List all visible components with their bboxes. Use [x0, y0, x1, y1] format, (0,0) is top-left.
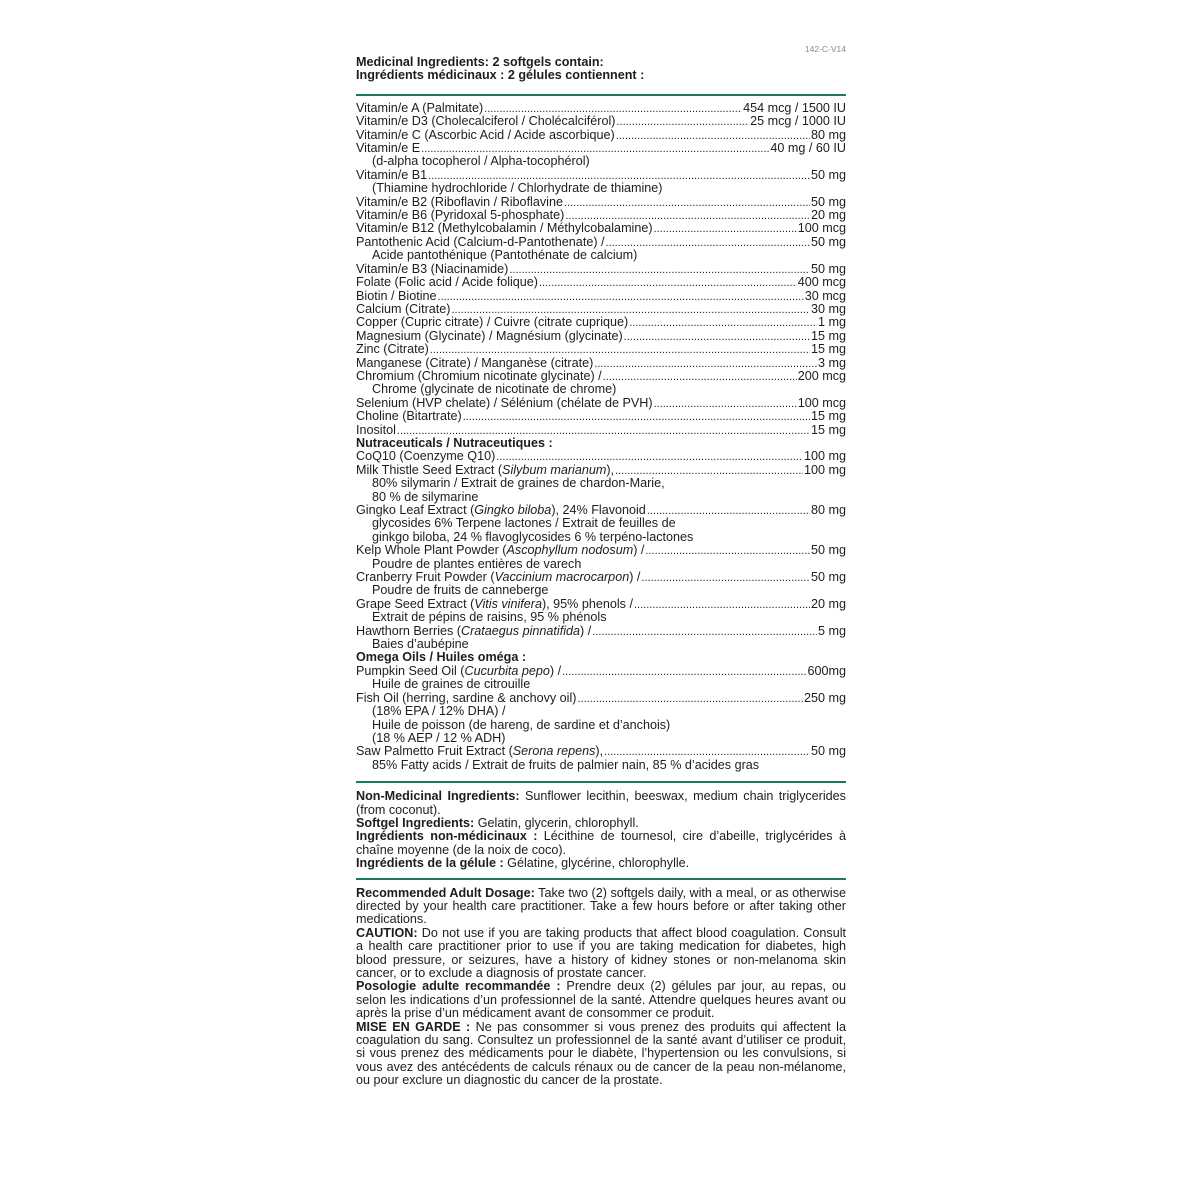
ingredient-name: Vitamin/e A (Palmitate)	[356, 100, 484, 115]
ingredient-continuation: (Thiamine hydrochloride / Chlorhydrate de thiamine)	[372, 181, 663, 196]
non-medicinal-section	[356, 790, 846, 870]
ingredient-row	[356, 236, 846, 249]
non-medicinal-paragraph	[356, 817, 846, 830]
ingredient-amount: 15 mg	[810, 328, 846, 343]
ingredient-continuation: ginkgo biloba, 24 % flavoglycosides 6 % terpéno-lactones	[372, 529, 694, 544]
dot-leader	[594, 357, 817, 370]
ingredient-continuation: 85% Fatty acids / Extrait de fruits de palmier nain, 85 % d’acides gras	[372, 757, 760, 772]
ingredient-continuation: Poudre de fruits de canneberge	[372, 583, 549, 598]
ingredient-continuation: (18 % AEP / 12 % ADH)	[372, 730, 506, 745]
directions-paragraph-text: Prendre deux (2) gélules par jour, au repas, ou selon les indications d’un professionnel de la santé. Attendre quelques heures avant ou après la prise d’un médicament avant de consommer ce produit.	[356, 979, 846, 1021]
dot-leader	[564, 196, 810, 209]
non-medicinal-paragraph-text: Sunflower lecithin, beeswax, medium chain triglycerides (from coconut).	[356, 789, 846, 817]
ingredient-row	[356, 196, 846, 209]
ingredient-row	[356, 290, 846, 303]
non-medicinal-paragraph-label: Softgel Ingredients:	[356, 815, 475, 830]
dot-leader	[539, 276, 797, 289]
ingredient-name: Vitamin/e D3 (Cholecalciferol / Cholécalciférol)	[356, 114, 616, 129]
ingredient-name: Pantothenic Acid (Calcium-d-Pantothenate) /	[356, 234, 605, 249]
dot-leader	[616, 129, 810, 142]
ingredient-amount: 5 mg	[818, 623, 846, 638]
dot-leader	[451, 303, 810, 316]
ingredient-row	[356, 397, 846, 410]
ingredient-amount: 454 mcg / 1500 IU	[743, 100, 846, 115]
ingredient-name: Vitamin/e B2 (Riboflavin / Riboflavine	[356, 194, 563, 209]
ingredient-amount: 100 mg	[803, 449, 846, 464]
ingredient-amount: 15 mg	[810, 422, 846, 437]
ingredient-amount: 50 mg	[810, 194, 846, 209]
ingredient-row	[356, 370, 846, 383]
non-medicinal-paragraph	[356, 790, 846, 817]
ingredient-continuation: 80 % de silymarine	[372, 489, 479, 504]
non-medicinal-paragraph-label: Ingrédients de la gélule :	[356, 856, 504, 871]
ingredient-name: Fish Oil (herring, sardine & anchovy oil)	[356, 690, 577, 705]
dot-leader	[496, 450, 803, 463]
ingredient-amount: 100 mcg	[797, 395, 846, 410]
ingredient-name: Magnesium (Glycinate) / Magnésium (glycinate)	[356, 328, 623, 343]
ingredient-name: Copper (Cupric citrate) / Cuivre (citrate cuprique)	[356, 315, 629, 330]
ingredient-name: Grape Seed Extract (Vitis vinifera), 95% phenols /	[356, 596, 633, 611]
section-heading: Omega Oils / Huiles oméga :	[356, 650, 527, 665]
directions-paragraph-label: Recommended Adult Dosage:	[356, 885, 535, 900]
ingredient-name: CoQ10 (Coenzyme Q10)	[356, 449, 496, 464]
divider	[356, 94, 846, 96]
ingredient-row	[356, 571, 846, 584]
ingredient-continuation: glycosides 6% Terpene lactones / Extrait de feuilles de	[372, 516, 676, 531]
directions-paragraph-text: Ne pas consommer si vous prenez des produits qui affectent la coagulation du sang. Consultez un professionnel de la santé avant d’utiliser ce produit, si vous prenez des médicaments pour le diabète, l’hypertension ou les convulsions, si vous avez des antécédents de calculs rénaux ou de cancer de la peau non-mélanome, ou pour exclure un diagnostic du cancer de la prostate.	[356, 1019, 846, 1088]
directions-paragraph-label: CAUTION:	[356, 925, 418, 940]
ingredient-continuation: Acide pantothénique (Pantothénate de calcium)	[372, 248, 638, 263]
ingredient-name: Chromium (Chromium nicotinate glycinate) /	[356, 368, 602, 383]
ingredient-amount: 1 mg	[818, 315, 846, 330]
ingredient-amount: 250 mg	[803, 690, 846, 705]
non-medicinal-paragraph	[356, 830, 846, 857]
dot-leader	[616, 115, 749, 128]
ingredient-row	[356, 303, 846, 316]
ingredient-name: Saw Palmetto Fruit Extract (Serona repens),	[356, 744, 604, 759]
ingredient-row	[356, 504, 846, 517]
directions-section	[356, 887, 846, 1088]
ingredient-amount: 50 mg	[810, 543, 846, 558]
ingredient-row	[356, 357, 846, 370]
ingredient-row	[356, 330, 846, 343]
non-medicinal-paragraph-text: Gelatin, glycerin, chlorophyll.	[474, 815, 639, 830]
directions-paragraph-label: Posologie adulte recommandée :	[356, 979, 561, 994]
non-medicinal-paragraph-label: Ingrédients non-médicinaux :	[356, 829, 538, 844]
ingredient-continuation: Extrait de pépins de raisins, 95 % phénols	[372, 610, 607, 625]
ingredient-name: Biotin / Biotine	[356, 288, 437, 303]
ingredient-amount: 400 mcg	[797, 275, 846, 290]
ingredient-name: Vitamin/e B3 (Niacinamide)	[356, 261, 509, 276]
ingredient-name: Vitamin/e B6 (Pyridoxal 5-phosphate)	[356, 208, 565, 223]
ingredient-continuation: Huile de poisson (de hareng, de sardine et d’anchois)	[372, 717, 671, 732]
heading-en: Medicinal Ingredients: 2 softgels contain:	[356, 55, 604, 69]
ingredient-name: Cranberry Fruit Powder (Vaccinium macrocarpon) /	[356, 570, 641, 585]
ingredient-row	[356, 102, 846, 115]
ingredient-amount: 200 mcg	[797, 368, 846, 383]
ingredient-continuation: Baies d’aubépine	[372, 637, 469, 652]
ingredient-row	[356, 222, 846, 235]
ingredient-row	[356, 263, 846, 276]
dot-leader	[606, 236, 810, 249]
ingredient-name: Selenium (HVP chelate) / Sélénium (chélate de PVH)	[356, 395, 653, 410]
ingredient-continuation: Chrome (glycinate de nicotinate de chrome)	[372, 382, 617, 397]
ingredient-name: Choline (Bitartrate)	[356, 409, 462, 424]
label-panel	[356, 44, 846, 1088]
dot-leader	[509, 263, 810, 276]
ingredient-row	[356, 142, 846, 155]
medicinal-ingredients-heading	[356, 56, 846, 83]
ingredient-amount: 25 mcg / 1000 IU	[750, 114, 846, 129]
dot-leader	[647, 504, 810, 517]
ingredient-row	[356, 343, 846, 356]
non-medicinal-paragraph-label: Non-Medicinal Ingredients:	[356, 789, 520, 804]
ingredient-amount: 30 mg	[810, 301, 846, 316]
dot-leader	[592, 625, 817, 638]
ingredient-name: Gingko Leaf Extract (Gingko biloba), 24% Flavonoid	[356, 503, 646, 517]
ingredient-amount: 15 mg	[810, 342, 846, 357]
ingredient-row	[356, 129, 846, 142]
dot-leader	[615, 464, 803, 477]
ingredient-amount: 100 mcg	[797, 221, 846, 236]
ingredient-row	[356, 544, 846, 557]
ingredient-row	[356, 450, 846, 463]
dot-leader	[629, 316, 817, 329]
dot-leader	[428, 169, 810, 182]
ingredient-row	[356, 745, 846, 758]
non-medicinal-paragraph	[356, 857, 846, 870]
ingredient-continuation: Poudre de plantes entières de varech	[372, 556, 582, 571]
non-medicinal-paragraph-text: Gélatine, glycérine, chlorophylle.	[503, 856, 690, 871]
ingredient-name: Pumpkin Seed Oil (Cucurbita pepo) /	[356, 663, 562, 678]
ingredient-row	[356, 169, 846, 182]
directions-paragraph	[356, 1021, 846, 1088]
ingredient-name: Hawthorn Berries (Crataegus pinnatifida) /	[356, 623, 592, 638]
ingredient-name: Inositol	[356, 422, 396, 437]
ingredient-amount: 50 mg	[810, 570, 846, 585]
ingredient-continuation: Huile de graines de citrouille	[372, 677, 531, 692]
ingredient-continuation: (18% EPA / 12% DHA) /	[372, 704, 506, 719]
ingredient-name: Vitamin/e B12 (Methylcobalamin / Méthylcobalamine)	[356, 221, 653, 236]
ingredient-amount: 50 mg	[810, 234, 846, 249]
ingredient-row	[356, 410, 846, 423]
dot-leader	[565, 209, 810, 222]
dot-leader	[645, 544, 810, 557]
dot-leader	[654, 397, 797, 410]
dot-leader	[603, 370, 797, 383]
ingredient-name: Calcium (Citrate)	[356, 301, 451, 316]
ingredient-row	[356, 316, 846, 329]
directions-paragraph	[356, 980, 846, 1020]
ingredient-amount: 15 mg	[810, 409, 846, 424]
ingredient-row	[356, 665, 846, 678]
ingredient-row	[356, 692, 846, 705]
directions-paragraph	[356, 887, 846, 927]
ingredient-row	[356, 209, 846, 222]
dot-leader	[463, 410, 810, 423]
ingredient-amount: 20 mg	[810, 208, 846, 223]
divider	[356, 878, 846, 880]
dot-leader	[654, 222, 797, 235]
dot-leader	[604, 745, 810, 758]
heading-fr: Ingrédients médicinaux : 2 gélules contiennent :	[356, 68, 645, 83]
ingredient-name: Milk Thistle Seed Extract (Silybum marianum),	[356, 462, 615, 477]
ingredient-amount: 600mg	[807, 663, 846, 678]
dot-leader	[397, 424, 810, 437]
ingredient-row	[356, 115, 846, 128]
ingredient-amount: 30 mcg	[804, 288, 846, 303]
non-medicinal-paragraph-text: Lécithine de tournesol, cire d’abeille, triglycérides à chaîne moyenne (de la noix de coco).	[356, 829, 846, 857]
ingredient-row	[356, 625, 846, 638]
dot-leader	[430, 343, 810, 356]
ingredient-amount: 80 mg	[810, 503, 846, 517]
dot-leader	[421, 142, 769, 155]
directions-paragraph	[356, 927, 846, 981]
ingredient-name: Vitamin/e C (Ascorbic Acid / Acide ascorbique)	[356, 127, 615, 142]
ingredient-row	[356, 424, 846, 437]
ingredient-amount: 50 mg	[810, 744, 846, 759]
ingredient-amount: 50 mg	[810, 261, 846, 276]
ingredients-list	[356, 102, 846, 772]
directions-paragraph-label: MISE EN GARDE :	[356, 1019, 471, 1034]
ingredient-name: Vitamin/e E	[356, 141, 421, 156]
product-code: 142-C-V14	[804, 44, 846, 54]
ingredient-amount: 20 mg	[810, 596, 846, 611]
ingredient-row	[356, 464, 846, 477]
ingredient-name: Kelp Whole Plant Powder (Ascophyllum nodosum) /	[356, 543, 645, 558]
ingredient-amount: 40 mg / 60 IU	[770, 141, 846, 156]
directions-paragraph-text: Take two (2) softgels daily, with a meal, or as otherwise directed by your health care practitioner. Take a few hours before or after taking other medications.	[356, 885, 846, 927]
divider	[356, 781, 846, 783]
ingredient-amount: 100 mg	[803, 462, 846, 477]
ingredient-amount: 50 mg	[810, 167, 846, 182]
ingredient-amount: 80 mg	[810, 127, 846, 142]
dot-leader	[634, 598, 810, 611]
ingredient-name: Folate (Folic acid / Acide folique)	[356, 275, 538, 290]
ingredient-continuation: (d-alpha tocopherol / Alpha-tocophérol)	[372, 154, 590, 169]
dot-leader	[562, 665, 806, 678]
section-heading: Nutraceuticals / Nutraceutiques :	[356, 435, 553, 450]
dot-leader	[641, 571, 810, 584]
ingredient-name: Vitamin/e B1	[356, 167, 428, 182]
ingredient-name: Manganese (Citrate) / Manganèse (citrate)	[356, 355, 594, 370]
dot-leader	[577, 692, 803, 705]
directions-paragraph-text: Do not use if you are taking products that affect blood coagulation. Consult a health care practitioner prior to use if you are taking medication for diabetes, high blood pressure, or seizures, have a history of kidney stones or non-melanoma skin cancer, or to exclude a diagnosis of prostate cancer.	[356, 925, 846, 980]
dot-leader	[484, 102, 742, 115]
ingredient-row	[356, 276, 846, 289]
dot-leader	[438, 290, 804, 303]
ingredient-row	[356, 598, 846, 611]
ingredient-name: Zinc (Citrate)	[356, 342, 429, 357]
ingredient-amount: 3 mg	[818, 355, 846, 370]
ingredient-continuation: 80% silymarin / Extrait de graines de chardon-Marie,	[372, 476, 665, 491]
dot-leader	[624, 330, 810, 343]
